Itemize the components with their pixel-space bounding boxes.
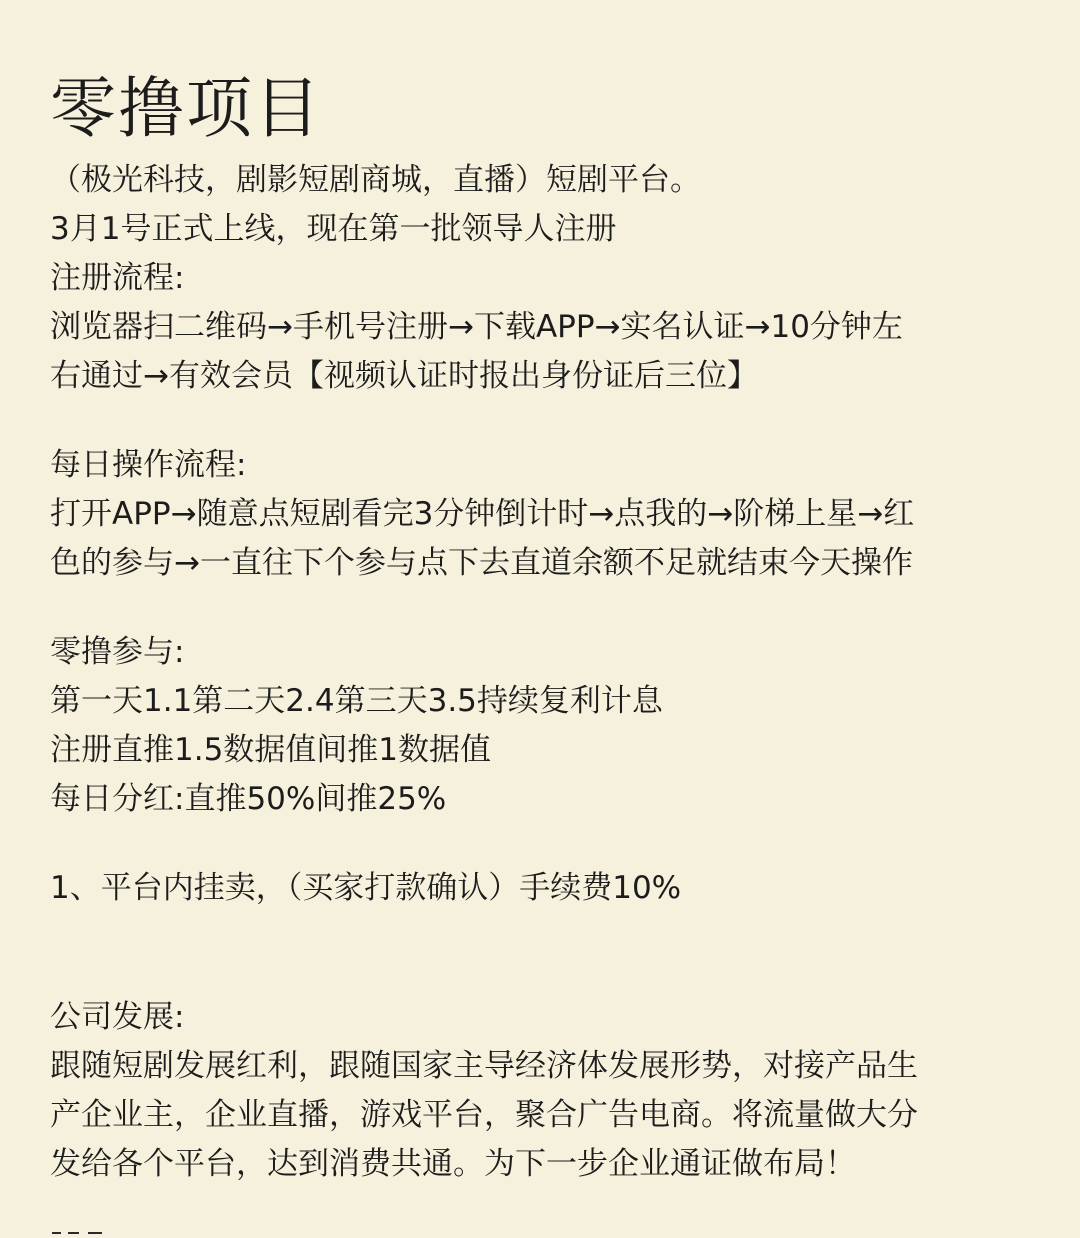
daily-operation-heading: 每日操作流程: (50, 447, 247, 483)
participation-heading: 零撸参与: (50, 634, 185, 670)
launch-info-line: 3月1号正式上线，现在第一批领导人注册 (50, 211, 617, 247)
company-development-line-3: 发给各个平台，达到消费共通。为下一步企业通证做布局！ (50, 1146, 856, 1182)
company-development-heading: 公司发展: (50, 999, 185, 1035)
daily-operation-line-1: 打开APP→随意点短剧看完3分钟倒计时→点我的→阶梯上星→红 (50, 496, 915, 532)
participation-referral-line: 注册直推1.5数据值间推1数据值 (50, 732, 492, 768)
resale-rule-line: 1、平台内挂卖，（买家打款确认）手续费10% (50, 870, 682, 906)
truncated-text-fragment (50, 1222, 110, 1238)
registration-heading: 注册流程: (50, 260, 185, 296)
company-development-line-1: 跟随短剧发展红利，跟随国家主导经济体发展形势，对接产品生 (50, 1048, 918, 1084)
registration-steps-line-2: 右通过→有效会员【视频认证时报出身份证后三位】 (50, 358, 758, 394)
daily-operation-line-2: 色的参与→一直往下个参与点下去直道余额不足就结束今天操作 (50, 545, 913, 581)
platform-intro-line: （极光科技，剧影短剧商城，直播）短剧平台。 (50, 162, 701, 198)
page-title: 零撸项目 (50, 70, 322, 147)
participation-returns-line: 第一天1.1第二天2.4第三天3.5持续复利计息 (50, 683, 663, 719)
participation-dividend-line: 每日分红:直推50%间推25% (50, 781, 447, 817)
registration-steps-line-1: 浏览器扫二维码→手机号注册→下载APP→实名认证→10分钟左 (50, 309, 903, 345)
company-development-line-2: 产企业主，企业直播，游戏平台，聚合广告电商。将流量做大分 (50, 1097, 918, 1133)
